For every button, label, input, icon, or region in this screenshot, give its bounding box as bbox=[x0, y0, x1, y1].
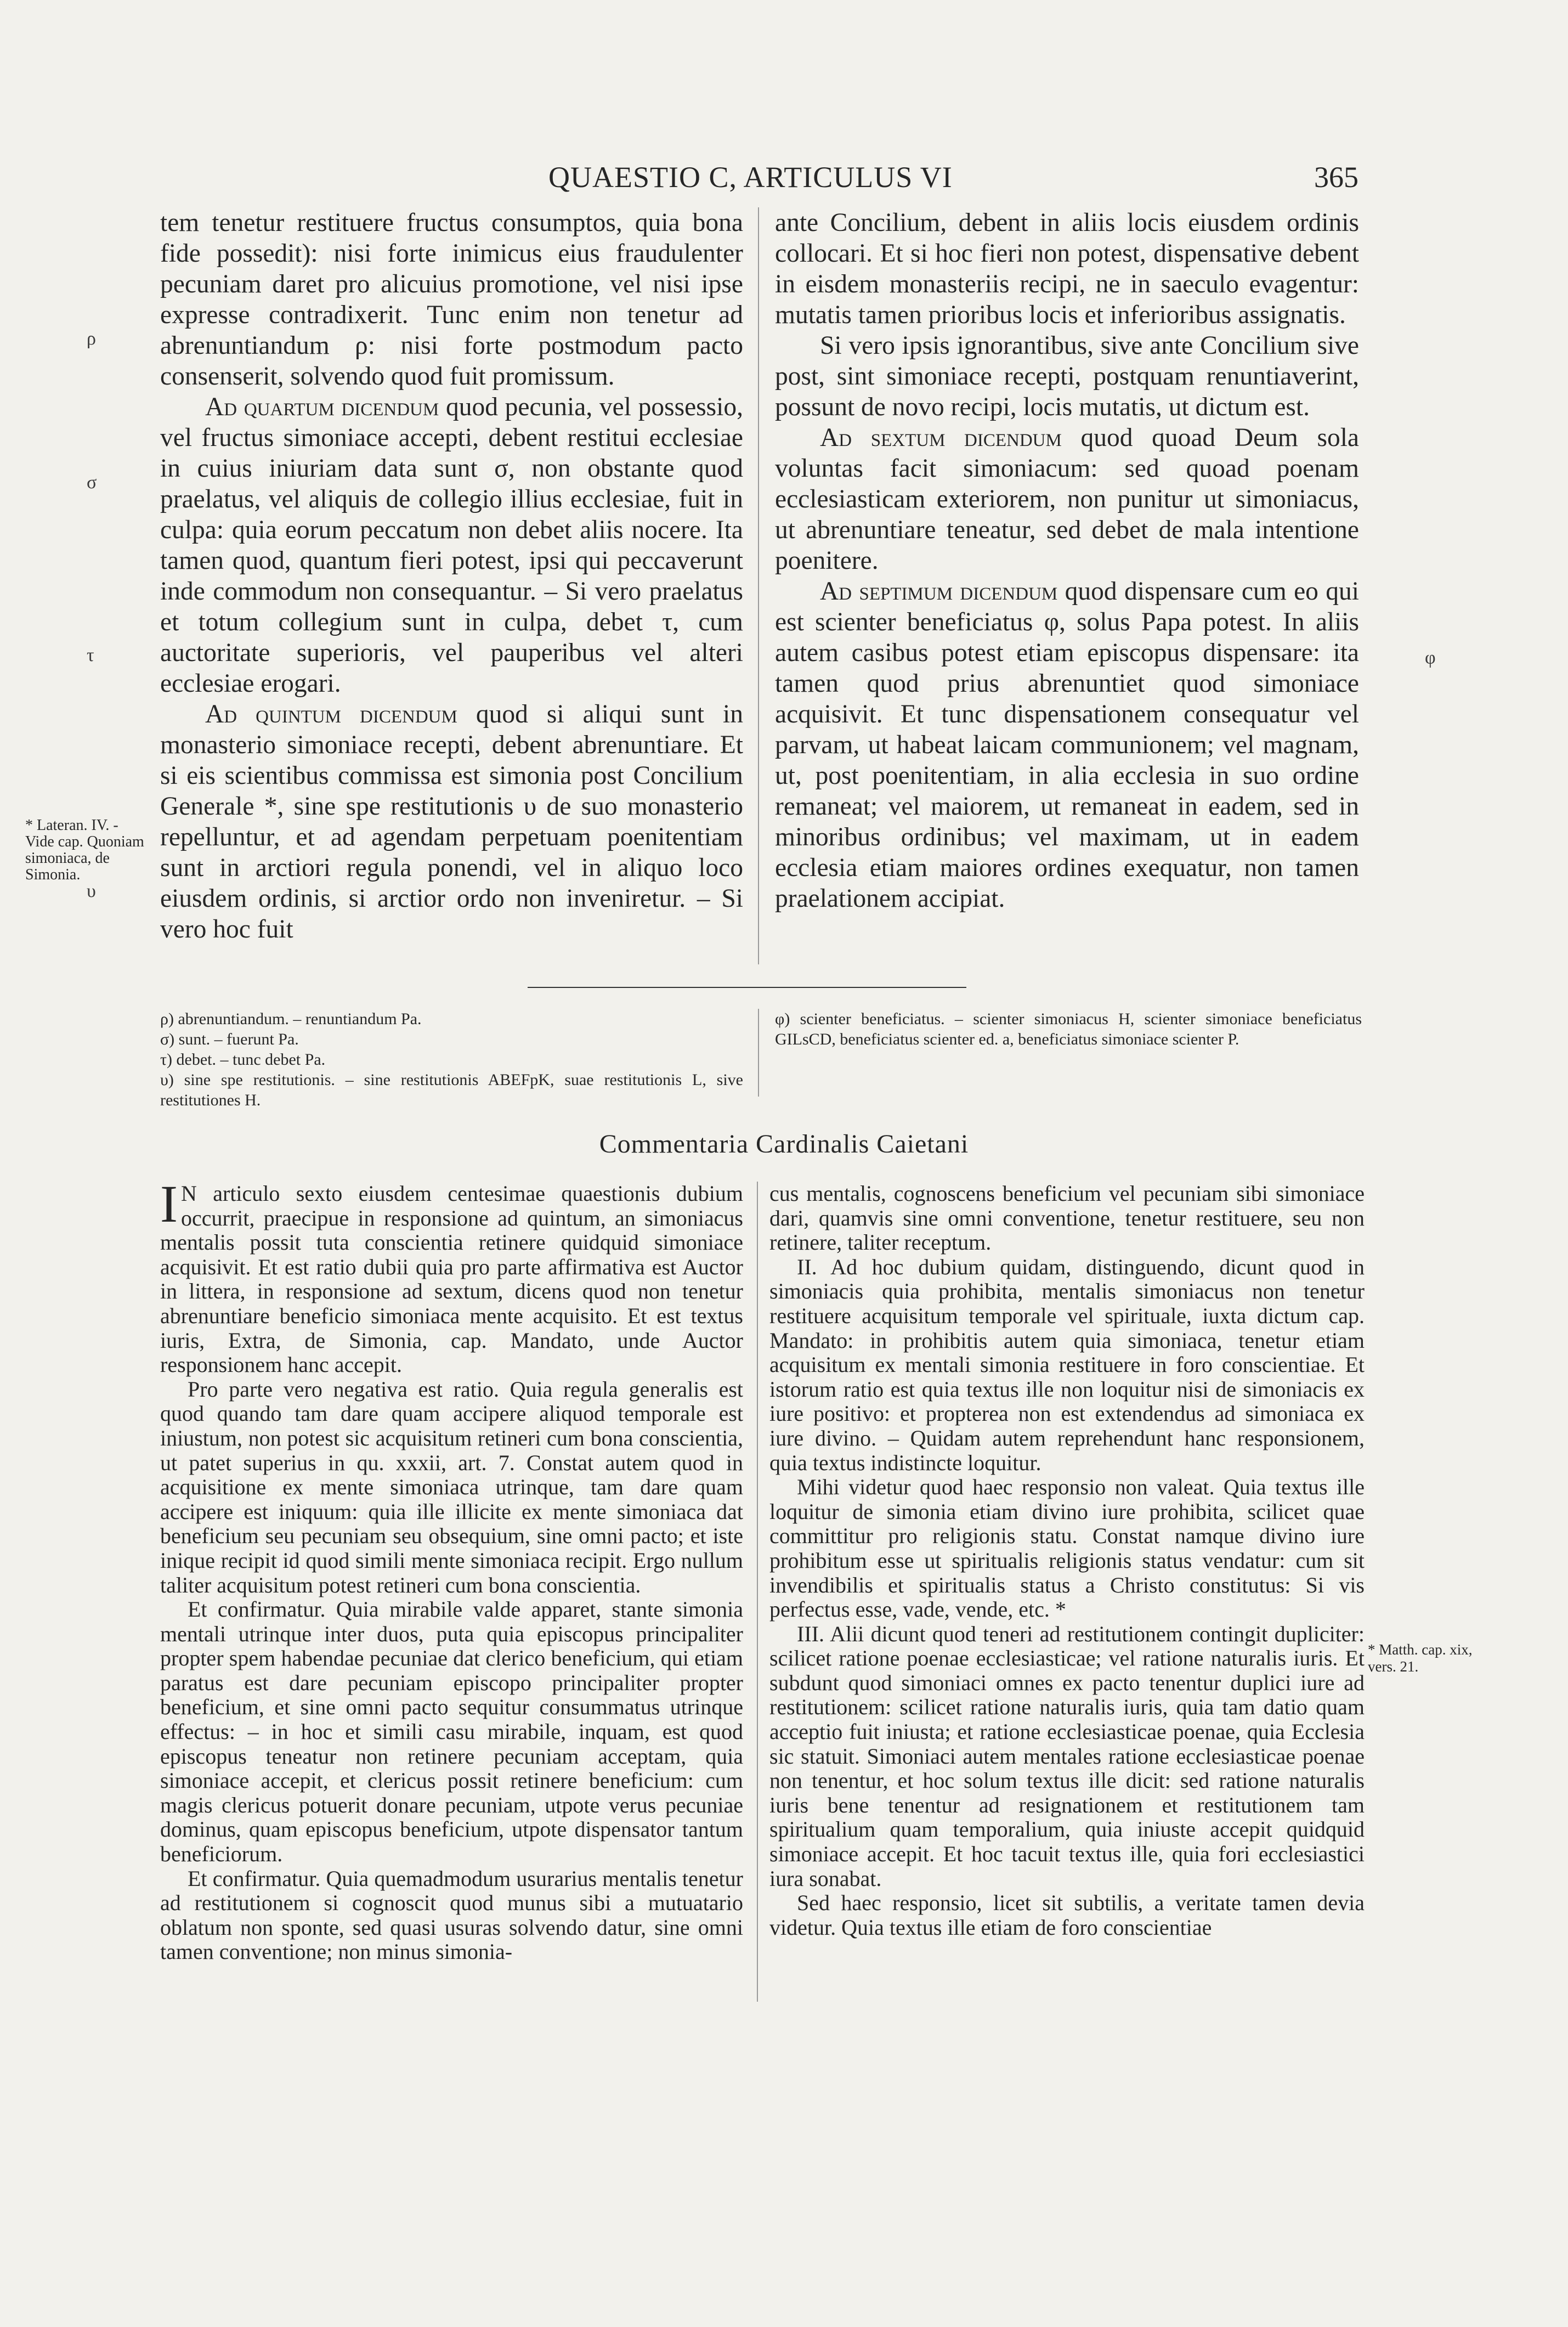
footnote-separator bbox=[528, 987, 966, 988]
page-number: 365 bbox=[1314, 161, 1358, 194]
reply-lead: Ad septimum dicendum bbox=[820, 577, 1058, 606]
paragraph: Si vero ipsis ignorantibus, sive ante Concilium sive post, sint simoniace recepti, postquam renuntiaverint, possunt de novo recipi, locis mutatis, ut dictum est. bbox=[775, 331, 1359, 421]
paragraph bbox=[160, 699, 743, 945]
margin-reference-note: * Lateran. IV. - Vide cap. Quoniam simoniaca, de Simonia. bbox=[25, 817, 144, 883]
main-text-left-column bbox=[160, 207, 743, 945]
commentary-left-column bbox=[160, 1174, 743, 1964]
margin-variant-marker: ρ bbox=[87, 329, 96, 349]
paragraph-body: N articulo sexto eiusdem centesimae quaestionis dubium occurrit, praecipue in responsione ad quintum, an simoniacus mentalis possit tuta conscientia retinere quidquid simoniace acquisivit. Et est ratio dubii quia pro parte affirmativa est Auctor in littera, in responsione ad sextum, dicens quod non tenetur abrenuntiare beneficio simoniaca mente acquisito. Et est textus iuris, Extra, de Simonia, cap. Mandato, unde Auctor responsionem hanc accepit. bbox=[160, 1181, 743, 1377]
paragraph: Sed haec responsio, licet sit subtilis, a veritate tamen devia videtur. Quia textus ille etiam de foro conscientiae bbox=[769, 1890, 1365, 1940]
footnotes-left bbox=[160, 1009, 743, 1110]
drop-capital: I bbox=[160, 1174, 178, 1233]
reply-lead: Ad quintum dicendum bbox=[205, 700, 457, 728]
paragraph-body: quod quoad Deum sola voluntas facit simoniacum: sed quoad poenam ecclesiasticam exteriorem, non punitur ut simoniacus, ut abrenuntiare teneatur, sed debet de mala intentione poenitere. bbox=[775, 423, 1360, 575]
footnotes-right bbox=[775, 1009, 1362, 1049]
margin-variant-marker: υ bbox=[87, 881, 96, 901]
paragraph bbox=[775, 422, 1359, 576]
commentary-right-column bbox=[769, 1182, 1365, 1940]
footnote: φ) scienter beneficiatus. – scienter simoniacus H, scienter simoniace beneficiatus GILsCD, beneficiatus scienter ed. a, beneficiatus simoniace scienter P. bbox=[775, 1010, 1362, 1048]
footnote: σ) sunt. – fuerunt Pa. bbox=[160, 1030, 299, 1048]
reply-lead: Ad quartum dicendum bbox=[205, 393, 439, 421]
margin-variant-marker: σ bbox=[87, 472, 97, 493]
column-divider bbox=[758, 207, 759, 964]
margin-variant-marker: φ bbox=[1425, 648, 1436, 668]
paragraph: ante Concilium, debent in aliis locis eiusdem ordinis collocari. Et si hoc fieri non potest, dispensative debent in eisdem monasteriis recipi, ne in saeculo evagentur: mutatis tamen prioribus locis et inferioribus assignatis. bbox=[775, 208, 1359, 329]
main-text-right-column bbox=[775, 207, 1359, 914]
paragraph: III. Alii dicunt quod teneri ad restitutionem contingit dupliciter: scilicet ratione poenae ecclesiasticae; vel ratione naturalis iuris. Et subdunt quod simoniaci omnes ex pacto tenentur duplici iure ad restitutionem: scilicet ratione naturalis iuris, quia tam datio quam acceptio fuit iniusta; et ratione ecclesiasticae poenae, quia Ecclesia sic statuit. Simoniaci autem mentales ratione ecclesiasticae poenae non tenentur, et hoc solum textus ille dicit: sed ratione naturalis iuris bene tenentur ad resignationem et restitutionem tam spiritualium quam temporalium, quia iniuste accepit quidquid simoniace accepit. Et hoc tacuit textus ille, quia fori ecclesiastici iura sonabat. bbox=[769, 1621, 1365, 1891]
paragraph bbox=[160, 392, 743, 699]
running-head: QUAESTIO C, ARTICULUS VI bbox=[548, 161, 953, 194]
paragraph-body: quod pecunia, vel possessio, vel fructus simoniace accepti, debent restitui ecclesiae in cuius iniuriam data sunt σ, non obstante quod praelatus, vel aliquis de collegio illius ecclesiae, fuit in culpa: quia eorum peccatum non debet aliis nocere. Ita tamen quod, quantum fieri potest, ipsi qui peccaverunt inde commodum non consequantur. – Si vero praelatus et totum collegium sunt in culpa, debet τ, cum auctoritate superioris, vel pauperibus vel alteri ecclesiae erogari. bbox=[160, 393, 743, 698]
column-divider bbox=[757, 1182, 758, 2002]
footnote-divider bbox=[758, 1009, 759, 1097]
paragraph: Et confirmatur. Quia quemadmodum usurarius mentalis tenetur ad restitutionem si cognoscit quod munus sibi a mutuatario oblatum non sponte, sed quasi usuras solvendo datur, sine omni tamen conventione; non minus simonia- bbox=[160, 1866, 743, 1964]
paragraph: Pro parte vero negativa est ratio. Quia regula generalis est quod quando tam dare quam accipere aliquod temporale est iniustum, non potest sic acquisitum retineri cum bona conscientia, ut patet superius in qu. xxxii, art. 7. Constat autem quod in acquisitione ex mente simoniaca utrinque, tam dare quam accipere est iniquum: quia ille illicite ex mente simoniaca dat beneficium seu pecuniam seu obsequium, sine omni pacto; et iste inique recipit id quod simili mente simoniaca recipit. Ergo nullum taliter acquisitum potest retineri cum bona conscientia. bbox=[160, 1376, 743, 1597]
paragraph-body: quod dispensare cum eo qui est scienter beneficiatus φ, solus Papa potest. In aliis autem casibus potest etiam episcopus dispensare: ita tamen quod prius abrenuntiet quod simoniace acquisivit. Et tunc dispensationem consequatur vel parvam, ut habeat laicam communionem; vel magnam, ut, post poenitentiam, in alia ecclesia in suo ordine remaneat; vel maiorem, ut remaneat in eadem, sed in minoribus ordinibus; vel maximam, ut in eadem ecclesia etiam maiores ordines exequatur, non tamen praelationem accipiat. bbox=[775, 577, 1359, 913]
paragraph-body: quod si aliqui sunt in monasterio simoniace recepti, debent abrenuntiare. Et si eis scientibus commissa est simonia post Concilium Generale *, sine spe restitutionis υ de suo monasterio repelluntur, et ad agendam perpetuam poenitentiam sunt in arctiori regula ponendi, vel in aliquo loco eiusdem ordinis, si arctior ordo non inveniretur. – Si vero hoc fuit bbox=[160, 700, 743, 944]
paragraph: Et confirmatur. Quia mirabile valde apparet, stante simonia mentali utrinque inter duos, puta quia episcopus principaliter propter spem habendae pecuniae dat clerico beneficium, qui etiam paratus est dare pecuniam episcopo principaliter propter beneficium, et sine omni pacto sequitur consummatus utrinque effectus: – in hoc et simili casu mirabile, inquam, est quod episcopus teneatur non retinere pecuniam acceptam, quia simoniace accepit, et clericus possit retinere beneficium: cum magis clericus potuerit donare pecuniam, utpote verus pecuniae dominus, quam episcopus beneficium, utpote dispensator tantum beneficiorum. bbox=[160, 1597, 743, 1867]
margin-reference-note: * Matth. cap. xix, vers. 21. bbox=[1368, 1641, 1473, 1675]
margin-variant-marker: τ bbox=[87, 645, 94, 665]
paragraph: II. Ad hoc dubium quidam, distinguendo, dicunt quod in simoniacis quia prohibita, mentalis simoniacus non tenetur restituere acquisitum temporale vel spirituale, iuxta dictum cap. Mandato: in prohibitis autem quia simoniaca, tenetur etiam acquisitum ex mentali simonia restituere in foro conscientiae. Et istorum ratio est quia textus ille non loquitur nisi de simoniacis ex iure positivo: et propterea non est extendendus ad simoniaca ex iure divino. – Quidam autem reprehendunt hanc responsionem, quia textus indistincte loquitur. bbox=[769, 1254, 1365, 1475]
paragraph: tem tenetur restituere fructus consumptos, quia bona fide possedit): nisi forte inimicus eius fraudulenter pecuniam daret pro alicuius promotione, vel nisi ipse expresse contradixerit. Tunc enim non tenetur ad abrenuntiandum ρ: nisi forte postmodum pacto consenserit, solvendo quod fuit promissum. bbox=[160, 208, 743, 391]
paragraph bbox=[160, 1174, 743, 1377]
footnote: ρ) abrenuntiandum. – renuntiandum Pa. bbox=[160, 1010, 422, 1028]
footnote: τ) debet. – tunc debet Pa. bbox=[160, 1050, 326, 1069]
paragraph: Mihi videtur quod haec responsio non valeat. Quia textus ille loquitur de simonia etiam divino iure prohibita, scilicet quae committitur pro religionis statu. Constat namque divino iure prohibitum esse ut spiritualis religionis status vendatur: cum sit invendibilis et spiritualis status a Christo constitutus: Si vis perfectus esse, vade, vende, etc. * bbox=[769, 1475, 1365, 1622]
paragraph bbox=[775, 576, 1359, 914]
reply-lead: Ad sextum dicendum bbox=[820, 423, 1062, 452]
footnote: υ) sine spe restitutionis. – sine restitutionis ABEFpK, suae restitutionis L, sive restitutiones H. bbox=[160, 1071, 743, 1109]
paragraph: cus mentalis, cognoscens beneficium vel pecuniam sibi simoniace dari, quamvis sine omni conventione, tenetur restituere, seu non retinere, taliter receptum. bbox=[769, 1181, 1365, 1255]
commentary-title: Commentaria Cardinalis Caietani bbox=[599, 1129, 969, 1159]
